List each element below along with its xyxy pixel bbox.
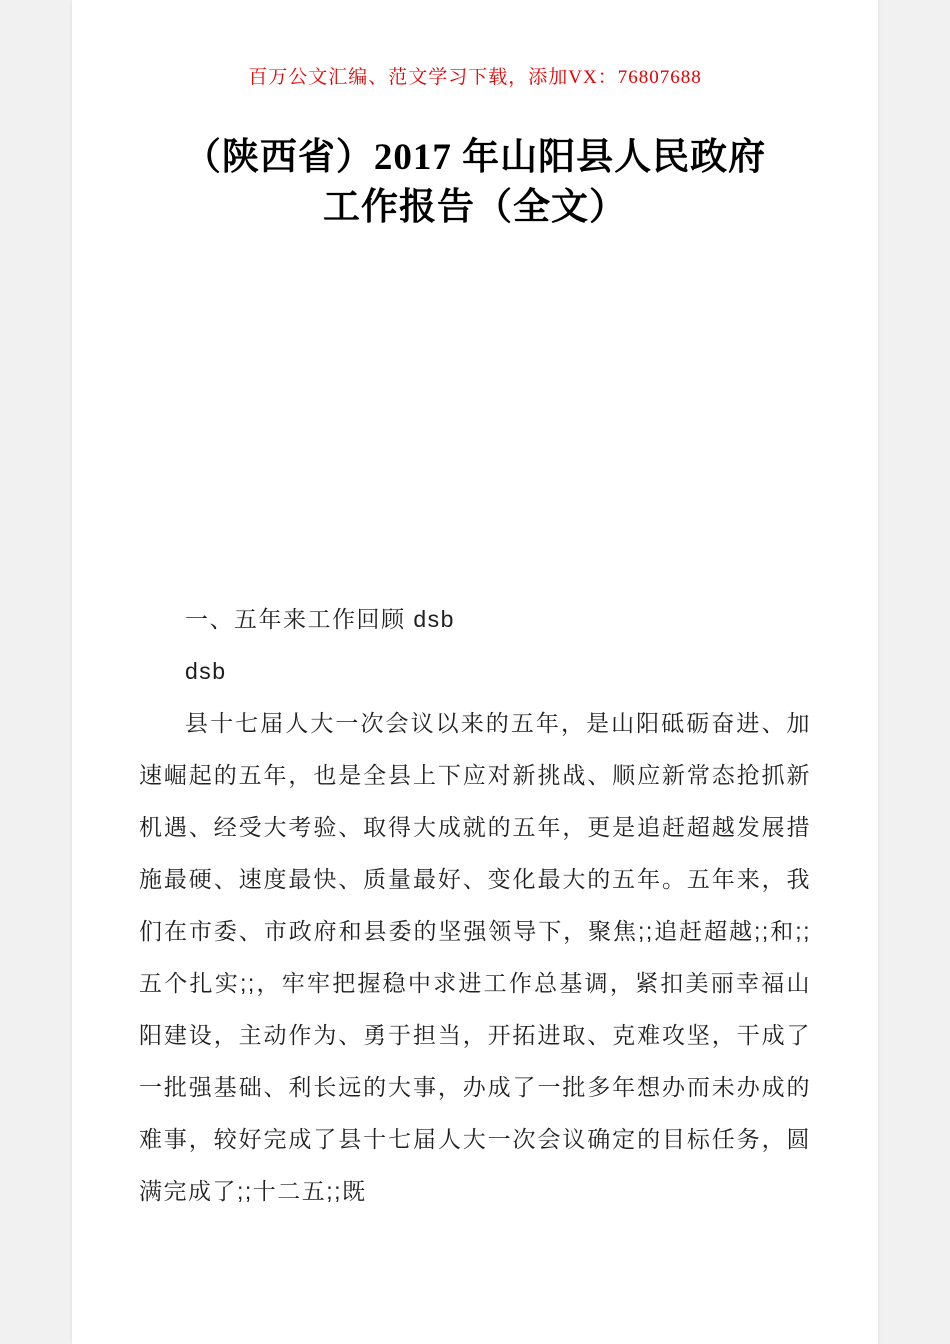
paragraph-body: 县十七届人大一次会议以来的五年，是山阳砥砺奋进、加速崛起的五年，也是全县上下应对新挑战、顺应新常态抢抓新机遇、经受大考验、取得大成就的五年，更是追赶超越发展措施最硬、速度最快、质量最好、变化最大的五年。五年来，我们在市委、市政府和县委的坚强领导下，聚焦;;追赶超越;;和;;五个扎实;;，牢牢把握稳中求进工作总基调，紧扣美丽幸福山阳建设，主动作为、勇于担当，开拓进取、克难攻坚，干成了一批强基础、利长远的大事，办成了一批多年想办而未办成的难事，较好完成了县十七届人大一次会议确定的目标任务，圆满完成了;;十二五;;既 (139, 710, 811, 1204)
promo-banner-text: 百万公文汇编、范文学习下载，添加VX：76807688 (248, 67, 702, 88)
section-heading: 一、五年来工作回顾 dsb (185, 606, 455, 632)
document-page (72, 0, 878, 1344)
document-body (139, 593, 811, 1217)
paragraph-dsb: dsb (185, 658, 227, 684)
document-title: （陕西省）2017 年山阳县人民政府工作报告（全文） (183, 137, 767, 228)
